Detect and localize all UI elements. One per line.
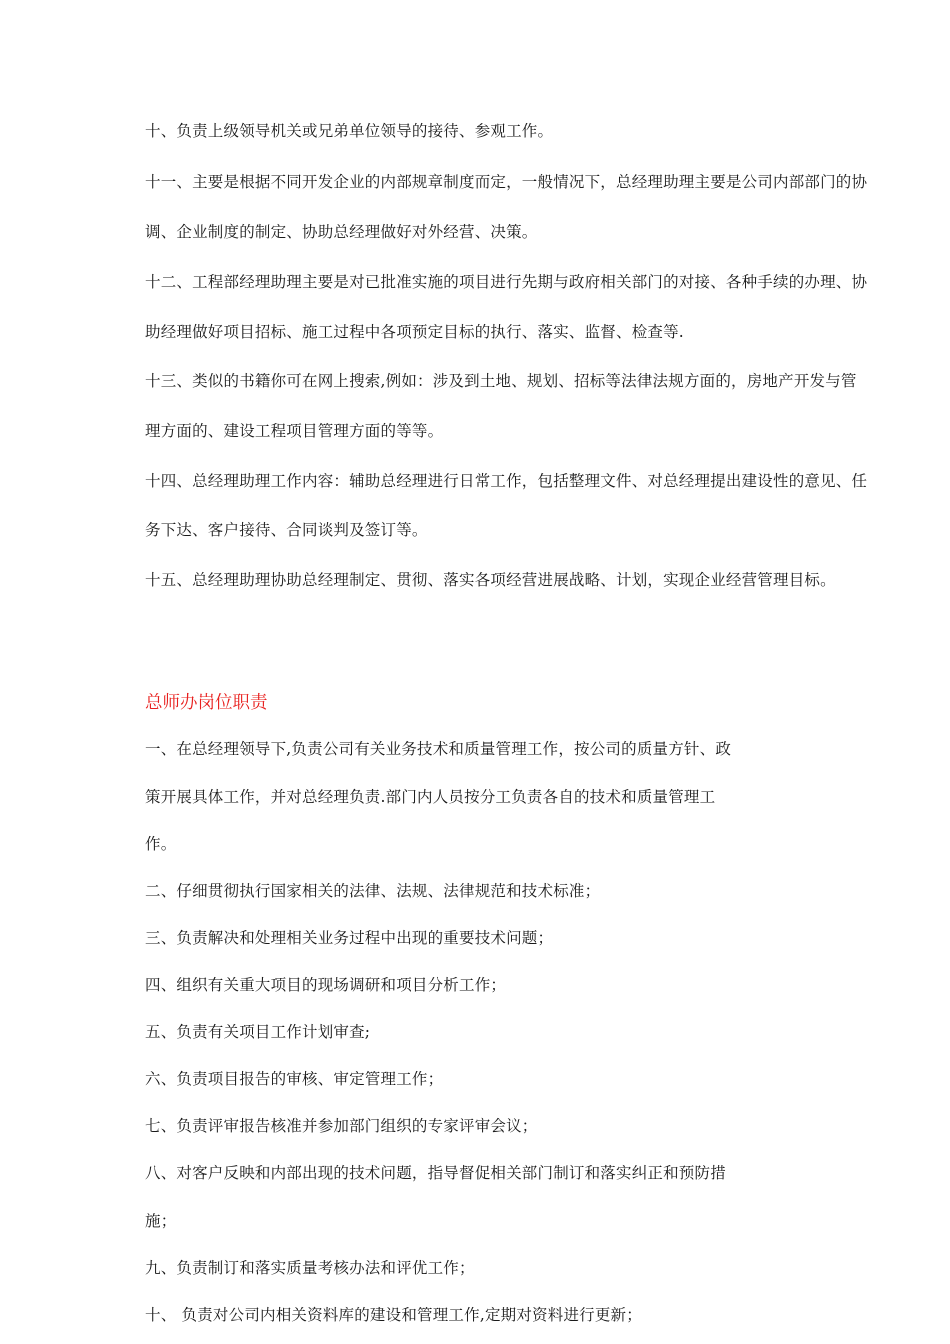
- duty-1-line-1: 一、在总经理领导下,负责公司有关业务技术和质量管理工作，按公司的质量方针、政: [145, 740, 732, 758]
- duty-6-line: 六、负责项目报告的审核、审定管理工作；: [145, 1070, 444, 1088]
- duty-10-line: 十、 负责对公司内相关资料库的建设和管理工作,定期对资料进行更新；: [145, 1306, 642, 1324]
- duty-1-line-2: 策开展具体工作，并对总经理负责.部门内人员按分工负责各自的技术和质量管理工: [145, 788, 716, 806]
- duty-5-line: 五、负责有关项目工作计划审查;: [145, 1023, 371, 1041]
- duty-4-line: 四、组织有关重大项目的现场调研和项目分析工作；: [145, 976, 507, 994]
- item-11-line-2: 调、企业制度的制定、协助总经理做好对外经营、决策。: [145, 223, 538, 241]
- section-heading: 总师办岗位职责: [145, 693, 268, 713]
- item-11-line-1: 十一、主要是根据不同开发企业的内部规章制度而定，一般情况下，总经理助理主要是公司内部部门的协: [145, 173, 868, 191]
- duty-8-line-2: 施；: [145, 1212, 177, 1230]
- item-13-line-2: 理方面的、建设工程项目管理方面的等等。: [145, 422, 444, 440]
- item-14-line-1: 十四、总经理助理工作内容：辅助总经理进行日常工作，包括整理文件、对总经理提出建设性的意见、任: [145, 472, 868, 490]
- duty-8-line-1: 八、对客户反映和内部出现的技术问题，指导督促相关部门制订和落实纠正和预防措: [145, 1164, 726, 1182]
- item-13-line-1: 十三、类似的书籍你可在网上搜索,例如：涉及到土地、规划、招标等法律法规方面的，房地产开发与管: [145, 372, 857, 390]
- item-10-line: 十、负责上级领导机关或兄弟单位领导的接待、参观工作。: [145, 122, 554, 140]
- item-12-line-1: 十二、工程部经理助理主要是对已批准实施的项目进行先期与政府相关部门的对接、各种手续的办理、协: [145, 273, 868, 291]
- duty-9-line: 九、负责制订和落实质量考核办法和评优工作；: [145, 1259, 475, 1277]
- item-12-line-2: 助经理做好项目招标、施工过程中各项预定目标的执行、落实、监督、检查等.: [145, 323, 684, 341]
- duty-2-line: 二、仔细贯彻执行国家相关的法律、法规、法律规范和技术标准；: [145, 882, 601, 900]
- duty-3-line: 三、负责解决和处理相关业务过程中出现的重要技术问题；: [145, 929, 554, 947]
- duty-1-line-3: 作。: [145, 835, 177, 853]
- item-14-line-2: 务下达、客户接待、合同谈判及签订等。: [145, 521, 428, 539]
- duty-7-line: 七、负责评审报告核准并参加部门组织的专家评审会议；: [145, 1117, 538, 1135]
- item-15-line: 十五、总经理助理协助总经理制定、贯彻、落实各项经营进展战略、计划，实现企业经营管理目标。: [145, 571, 836, 589]
